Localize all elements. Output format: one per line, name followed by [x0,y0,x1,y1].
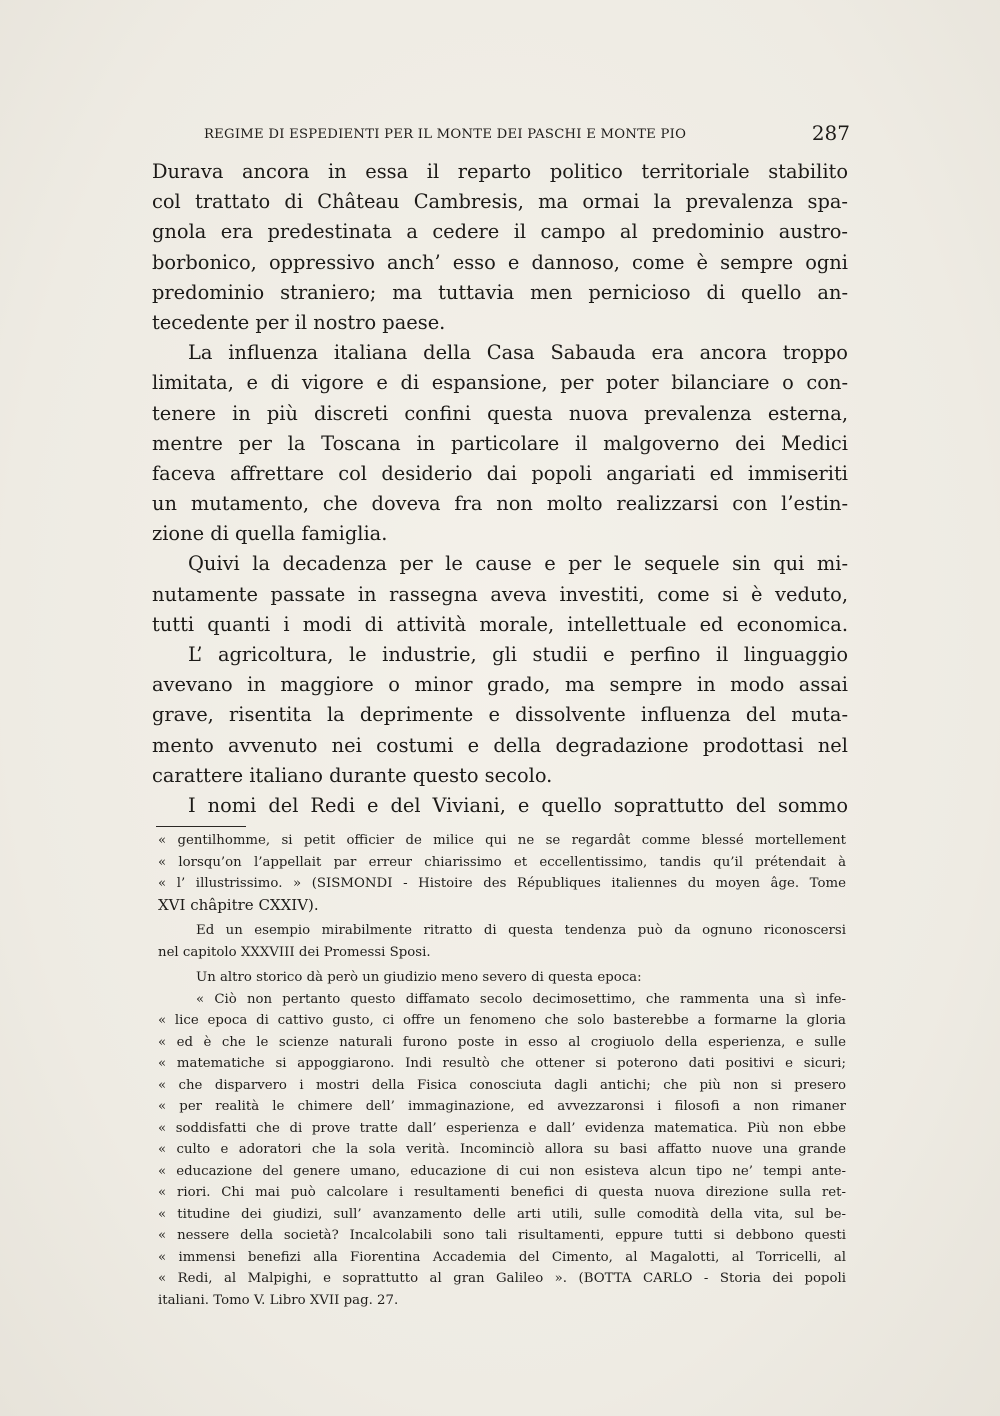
footnote-line: « titudine dei giudizi, sull’ avanzamento delle arti utili, sulle comodità della vita, sul be- [158,1206,846,1222]
footnote-line: « lice epoca di cattivo gusto, ci offre un fenomeno che solo basterebbe a formarne la gloria [158,1013,846,1028]
page-header [150,121,850,151]
footnote-line: « lorsqu’on l’appellait par erreur chiarissimo et eccellentissimo, tandis qu’il prétendait à [158,854,846,870]
footnote-line: « che disparvero i mostri della Fisica conosciuta dagli antichi; che più non si presero [158,1077,846,1093]
text-line: La influenza italiana della Casa Sabauda era ancora troppo [188,341,848,365]
footnote-line: « educazione del genere umano, educazione di cui non esisteva alcun tipo ne’ tempi ante- [158,1163,846,1179]
footnote-line: « culto e adoratori che la sola verità. Incominciò allora su basi affatto nuove una grande [158,1142,846,1157]
text-line: mento avvenuto nei costumi e della degradazione prodottasi nel [152,733,848,757]
footnote-line: « gentilhomme, si petit officier de milice qui ne se regardât comme blessé mortellement [158,833,846,848]
footnote-line: « Ciò non pertanto questo diffamato secolo decimosettimo, che rammenta una sì infe- [196,991,846,1007]
footnote-line: « soddisfatti che di prove tratte dall’ esperienza e dall’ evidenza matematica. Più non ebbe [158,1120,846,1136]
text-line: predominio straniero; ma tuttavia men pernicioso di quello an- [152,280,848,304]
footnote-line: « nessere della società? Incalcolabili sono tali risultamenti, eppure tutti si debbono questi [158,1228,846,1243]
text-line: tutti quanti i modi di attività morale, intellettuale ed economica. [152,612,848,636]
text-line: un mutamento, che doveva fra non molto realizzarsi con l’estin- [152,492,848,516]
text-line: gnola era predestinata a cedere il campo al predominio austro- [152,220,848,244]
footnote-line: XVI châpitre CXXIV). [158,895,319,914]
footnote-line: « per realità le chimere dell’ immaginazione, ed avvezzaronsi i filosofi a non rimaner [158,1099,846,1114]
footnote-line: Un altro storico dà però un giudizio meno severo di questa epoca: [196,970,642,985]
page-number: 287 [811,121,850,145]
footnote-rule [156,826,246,827]
text-line: carattere italiano durante questo secolo. [152,763,553,787]
running-head: REGIME DI ESPEDIENTI PER IL MONTE DEI PASCHI E MONTE PIO [204,127,687,142]
text-line: faceva affrettare col desiderio dai popoli angariati ed immiseriti [152,461,848,485]
footnote-line: Ed un esempio mirabilmente ritratto di questa tendenza può da ognuno riconoscersi [196,923,846,938]
footnote-line: italiani. Tomo V. Libro XVII pag. 27. [158,1292,399,1308]
footnote-line: « ed è che le scienze naturali furono poste in esso al crogiuolo della esperienza, e sulle [158,1034,846,1050]
main-text [152,157,848,821]
text-line: tecedente per il nostro paese. [152,310,446,334]
text-line: limitata, e di vigore e di espansione, per poter bilanciare o con- [152,371,848,395]
text-line: tenere in più discreti confini questa nuova prevalenza esterna, [152,401,848,425]
text-line: grave, risentita la deprimente e dissolvente influenza del muta- [152,703,848,727]
text-line: mentre per la Toscana in particolare il malgoverno dei Medici [152,431,848,455]
text-line: borbonico, oppressivo anch’ esso e dannoso, come è sempre ogni [152,250,848,274]
text-line: Durava ancora in essa il reparto politico territoriale stabilito [152,160,848,183]
footnote-line: « matematiche si appoggiarono. Indi resultò che ottener si poterono dati positivi e sicuri; [158,1056,846,1071]
text-line: zione di quella famiglia. [152,522,388,546]
text-line: col trattato di Château Cambresis, ma ormai la prevalenza spa- [152,190,848,214]
footnotes [158,830,846,1311]
footnote-line: « riori. Chi mai può calcolare i resultamenti benefici di questa nuova direzione sulla ret- [158,1185,846,1200]
footnote-line: « l’ illustrissimo. » (SISMONDI - Histoire des Républiques italiennes du moyen âge. Tome [158,876,846,891]
text-line: avevano in maggiore o minor grado, ma sempre in modo assai [152,673,848,697]
footnote-line: nel capitolo XXXVIII dei Promessi Sposi. [158,944,431,960]
text-line: I nomi del Redi e del Viviani, e quello soprattutto del sommo [188,793,848,817]
text-line: nutamente passate in rassegna aveva investiti, come si è veduto, [152,582,848,606]
footnote-line: « immensi benefizi alla Fiorentina Accademia del Cimento, al Magalotti, al Torricelli, al [158,1249,846,1265]
footnote-line: « Redi, al Malpighi, e soprattutto al gran Galileo ». (BOTTA CARLO - Storia dei popoli [158,1271,846,1286]
text-line: Quivi la decadenza per le cause e per le sequele sin qui mi- [188,552,848,576]
text-line: L’ agricoltura, le industrie, gli studii e perfino il linguaggio [188,643,848,666]
